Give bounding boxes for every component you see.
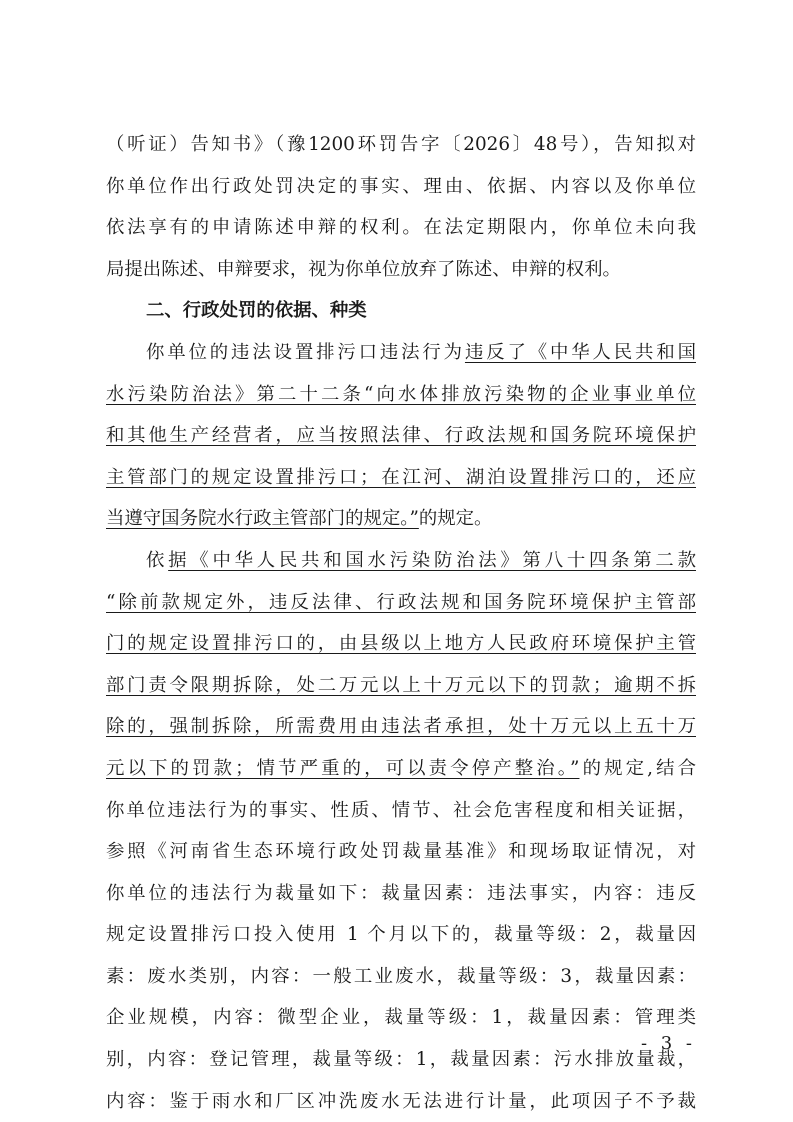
plain-text: 的规定。	[418, 508, 493, 530]
paragraph-line: 别，内容：登记管理，裁量等级：1，裁量因素：污水排放量裁，	[106, 1049, 696, 1071]
paragraph-line: 依法享有的申请陈述申辩的权利。在法定期限内，你单位未向我	[106, 217, 696, 239]
underlined-text: “除前款规定外，违反法律、行政法规和国务院环境保护主管部	[106, 591, 696, 613]
underlined-text: 门的规定设置排污口的，由县级以上地方人民政府环境保护主管	[106, 633, 696, 655]
paragraph-line: 你单位违法行为的事实、性质、情节、社会危害程度和相关证据，	[106, 799, 696, 821]
underlined-text: 除的，强制拆除，所需费用由违法者承担，处十万元以上五十万	[106, 716, 696, 738]
paragraph-line	[106, 415, 696, 457]
paragraph-line	[106, 374, 696, 416]
plain-text: 你单位的违法设置排污口违法行为	[146, 341, 465, 363]
paragraph-line: 你单位的违法行为裁量如下：裁量因素：违法事实，内容：违反	[106, 882, 696, 904]
underlined-text: 当遵守国务院水行政主管部门的规定。”	[106, 508, 419, 530]
paragraph-line	[106, 332, 696, 374]
document-body	[106, 124, 696, 1122]
paragraph-line: 企业规模，内容：微型企业，裁量等级：1，裁量因素：管理类	[106, 1007, 696, 1029]
underlined-text: 违反了《中华人民共和国	[464, 341, 696, 363]
paragraph-line: （听证）告知书》（豫1200环罚告字〔2026〕48号），告知拟对	[106, 134, 696, 155]
underlined-text: 和其他生产经营者，应当按照法律、行政法规和国务院环境保护	[106, 425, 696, 447]
paragraph-line: 局提出陈述、申辩要求，视为你单位放弃了陈述、申辩的权利。	[106, 258, 621, 280]
section-heading: 二、行政处罚的依据、种类	[146, 300, 367, 322]
paragraph-line	[106, 540, 696, 582]
paragraph-line: 内容：鉴于雨水和厂区冲洗废水无法进行计量，此项因子不予裁	[106, 1090, 696, 1112]
paragraph-line: 你单位作出行政处罚决定的事实、理由、依据、内容以及你单位	[106, 175, 696, 197]
paragraph-line: 规定设置排污口投入使用 1 个月以下的，裁量等级：2，裁量因	[106, 924, 696, 946]
paragraph-line	[106, 665, 696, 707]
paragraph-line	[106, 498, 696, 540]
plain-text: 的规定,结合	[579, 757, 696, 779]
underlined-text: 元以下的罚款；情节严重的，可以责令停产整治。”	[106, 757, 580, 779]
paragraph-line: 素：废水类别，内容：一般工业废水，裁量等级：3，裁量因素：	[106, 965, 696, 987]
underlined-text: 水污染防治法》第二十二条“向水体排放污染物的企业事业单位	[106, 383, 696, 405]
underlined-text: 据《中华人民共和国水污染防治法》第八十四条第二款	[168, 549, 696, 571]
paragraph-line	[106, 748, 696, 790]
page-number: - 3 -	[640, 1033, 696, 1054]
underlined-text: 部门责令限期拆除，处二万元以上十万元以下的罚款；逾期不拆	[106, 674, 696, 696]
paragraph-line: 参照《河南省生态环境行政处罚裁量基准》和现场取证情况，对	[106, 841, 696, 863]
paragraph-line	[106, 582, 696, 624]
paragraph-line	[106, 706, 696, 748]
paragraph-line	[106, 623, 696, 665]
paragraph-line	[106, 457, 696, 499]
underlined-text: 主管部门的规定设置排污口；在江河、湖泊设置排污口的，还应	[106, 466, 696, 488]
plain-text: 依	[146, 549, 169, 571]
